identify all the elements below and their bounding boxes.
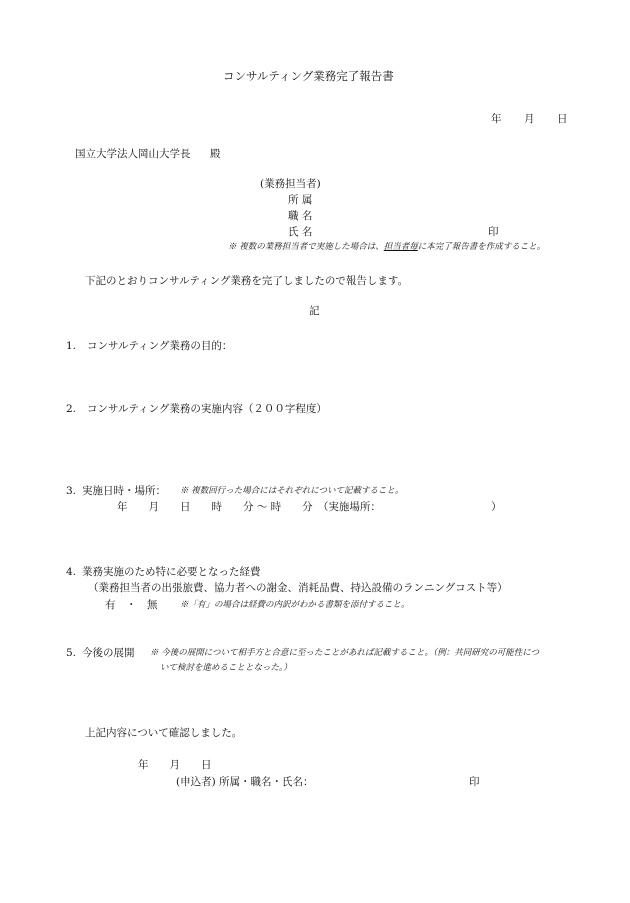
item4-number: 4.	[66, 566, 77, 578]
ki-heading: 記	[309, 305, 320, 317]
date-day: 日	[557, 113, 568, 125]
affiliation-label: 所 属	[288, 194, 313, 206]
item2-number: 2.	[66, 403, 77, 415]
applicant-seal: 印	[469, 776, 480, 788]
item2-label: コンサルティング業務の実施内容（２００字程度）	[87, 403, 327, 415]
addressee-honorific: 殿	[210, 148, 221, 160]
name-label: 氏 名	[288, 226, 313, 238]
item3-label: 実施日時・場所：	[82, 485, 166, 497]
position-label: 職 名	[288, 210, 313, 222]
multi-staff-note: ※ 複数の業務担当者で実施した場合は、担当者毎に本完了報告書を作成すること。	[228, 242, 546, 252]
item5-number: 5.	[66, 647, 77, 659]
item4-note: ※「有」の場合は経費の内訳がわかる書類を添付すること。	[180, 600, 410, 610]
item3-datetime-line: 年 月 日 時 分 ～ 時 分 （実施場所： ）	[117, 501, 502, 513]
seal-mark: 印	[488, 226, 499, 238]
confirm-text: 上記内容について確認しました。	[85, 727, 243, 739]
item1-number: 1.	[66, 340, 77, 352]
applicant-label: (申込者) 所属・職名・氏名：	[176, 776, 314, 788]
confirm-date: 年 月 日	[138, 759, 212, 771]
date-year: 年	[491, 113, 502, 125]
item5-note-line2: いて検討を進めることとなった。）	[160, 663, 292, 673]
item3-note: ※ 複数回行った場合にはそれぞれについて記載すること。	[180, 486, 404, 496]
document-title: コンサルティング業務完了報告書	[223, 69, 394, 83]
item4-yes-no: 有 ・ 無	[105, 599, 158, 611]
item4-label: 業務実施のため特に必要となった経費	[82, 566, 261, 578]
item3-number: 3.	[66, 485, 77, 497]
item5-label: 今後の展開	[82, 647, 135, 659]
addressee: 国立大学法人岡山大学長	[75, 148, 191, 160]
intro-text: 下記のとおりコンサルティング業務を完了しましたので報告します。	[85, 275, 409, 287]
date-month: 月	[524, 113, 535, 125]
staff-header: (業務担当者)	[260, 178, 321, 190]
item4-subtext: （業務担当者の出張旅費、協力者への謝金、消耗品費、持込設備のランニングコスト等）	[88, 582, 508, 594]
item1-label: コンサルティング業務の目的：	[87, 340, 233, 352]
item5-note-line1: ※ 今後の展開について相手方と合意に至ったことがあれば記載すること。（例：共同研究の可能性につ	[150, 648, 540, 658]
